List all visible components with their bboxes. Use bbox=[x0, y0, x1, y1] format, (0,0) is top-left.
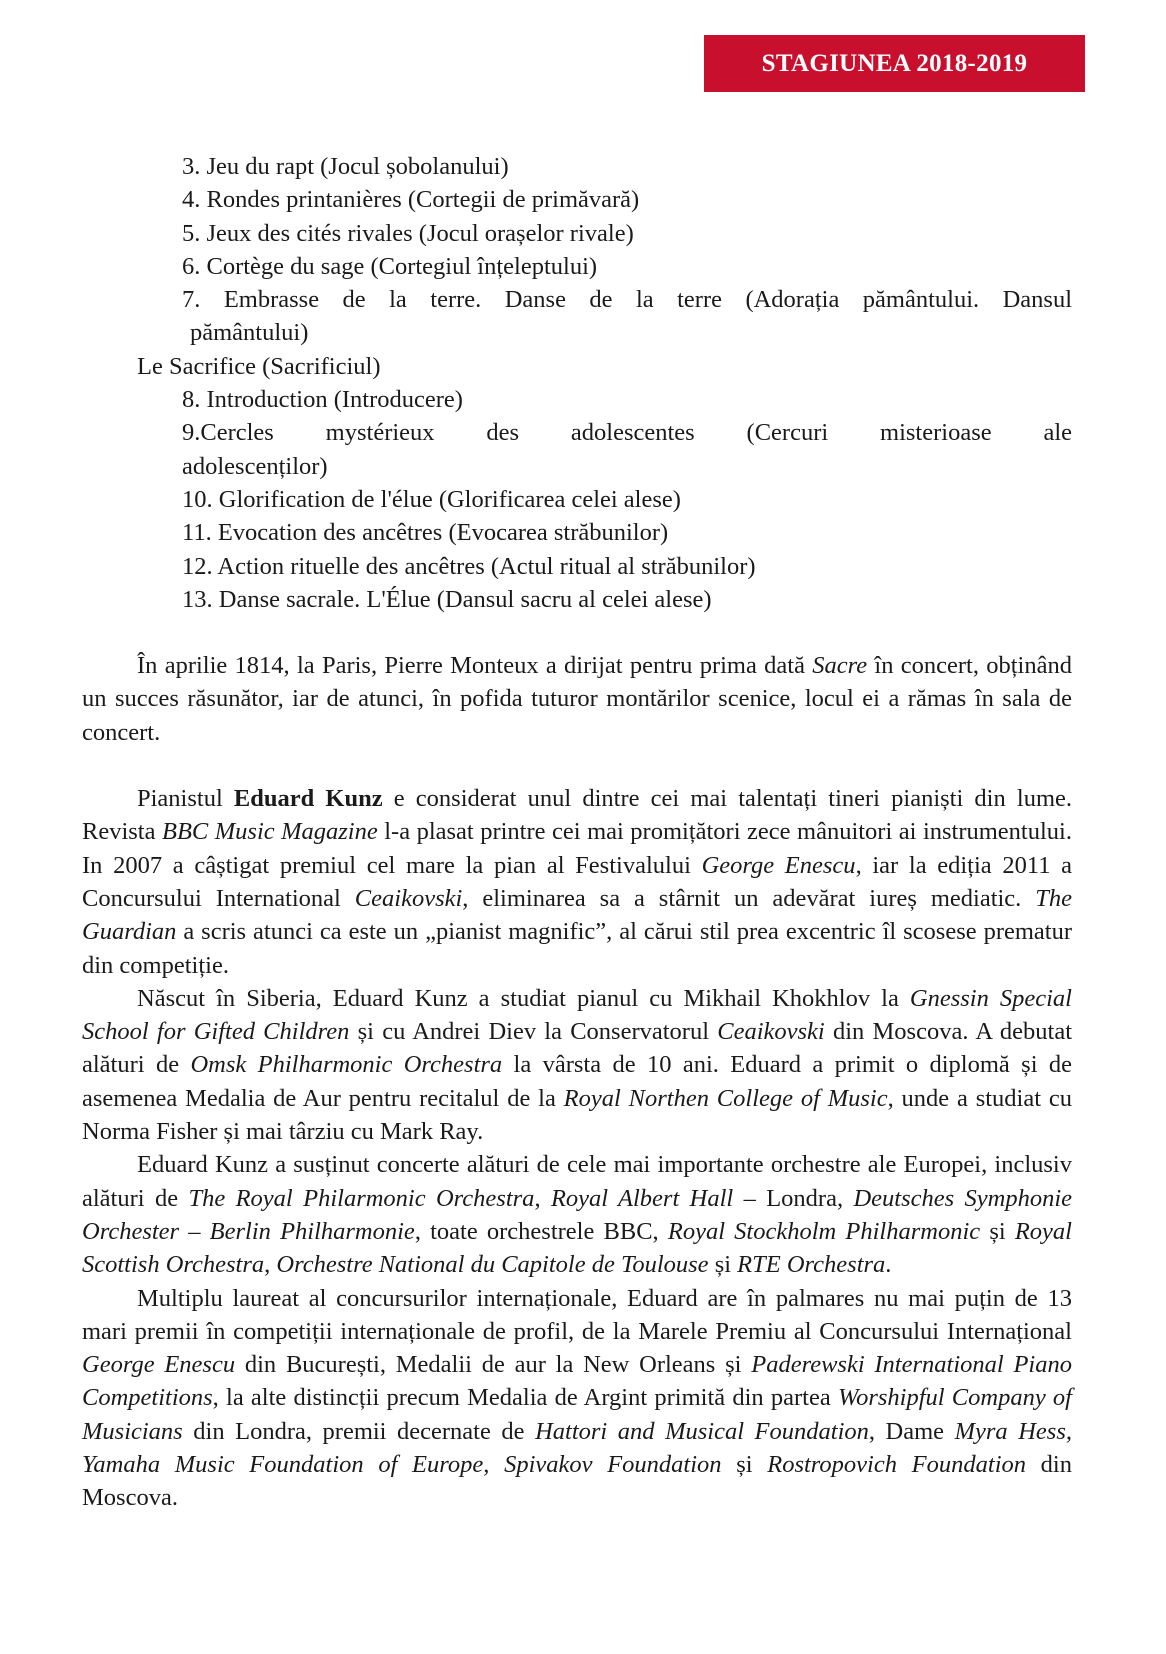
italic-ref: The Royal Philarmonic Orchestra bbox=[188, 1184, 535, 1212]
text: . bbox=[885, 1251, 892, 1279]
program-list bbox=[82, 150, 1072, 616]
text: și bbox=[721, 1450, 768, 1478]
text: din Londra, premii decernate de bbox=[182, 1417, 536, 1445]
text: și bbox=[708, 1251, 738, 1279]
text: , bbox=[534, 1184, 551, 1212]
paragraph-bio-intro bbox=[82, 782, 1072, 982]
italic-ref: Royal Albert Hall bbox=[550, 1184, 734, 1212]
italic-ref: Gnessin Special School for Gifted Children bbox=[82, 984, 1072, 1046]
document-body bbox=[82, 150, 1072, 1515]
text: din Moscova. A debutat alături de bbox=[82, 1018, 1073, 1079]
text: Pianistul bbox=[137, 785, 234, 813]
work-title: Sacre bbox=[812, 652, 868, 680]
text: din Moscova. bbox=[82, 1450, 1072, 1512]
list-item: 5. Jeux des cités rivales (Jocul orașelor rivale) bbox=[182, 219, 634, 247]
text: Născut în Siberia, Eduard Kunz a studiat pianul cu Mikhail Khokhlov la bbox=[137, 984, 910, 1012]
italic-ref: Worshipful Company of Musicians bbox=[82, 1384, 1072, 1445]
text: , unde a studiat cu Norma Fisher și mai târziu cu Mark Ray. bbox=[82, 1084, 1072, 1146]
list-item bbox=[82, 283, 1072, 350]
italic-ref: George Enescu bbox=[82, 1351, 236, 1379]
text: l-a plasat printre cei mai promițători zece mânuitori ai instrumentului. In 2007 a câștigat premiul cel mare la pian al Festivalului bbox=[82, 818, 1072, 879]
paragraph-education bbox=[82, 982, 1072, 1148]
italic-ref: Omsk Philharmonic Orchestra bbox=[190, 1051, 503, 1079]
text: Multiplu laureat al concursurilor internaționale, Eduard are în palmares nu mai puțin de 13 mari premii în competiții internaționale de profil, de la Marele Premiu al Concursului Internațional bbox=[82, 1284, 1072, 1345]
italic-ref: The Guardian bbox=[82, 884, 1072, 946]
text: e considerat unul dintre cei mai talentați tineri pianiști din lume. Revista bbox=[82, 785, 1073, 846]
season-badge: STAGIUNEA 2018-2019 bbox=[704, 35, 1085, 92]
list-item-continuation: adolescenților) bbox=[182, 452, 328, 480]
italic-ref: Hattori and Musical Foundation bbox=[535, 1417, 869, 1445]
list-item: 10. Glorification de l'élue (Glorificarea celei alese) bbox=[182, 485, 681, 513]
list-item: 6. Cortège du sage (Cortegiul înțeleptului) bbox=[182, 252, 598, 280]
text: la vârsta de 10 ani. Eduard a primit o diplomă și de asemenea Medalia de Aur pentru recitalul de la bbox=[82, 1051, 1072, 1112]
list-item-continuation: pământului) bbox=[190, 319, 309, 347]
italic-ref: Royal Northen College of Music bbox=[563, 1084, 888, 1112]
artist-name: Eduard Kunz bbox=[233, 785, 383, 813]
paragraph-orchestras bbox=[82, 1148, 1072, 1281]
list-item-line: 7. Embrasse de la terre. Danse de la terre (Adorația pământului. Dansul bbox=[182, 286, 1072, 314]
text: În aprilie 1814, la Paris, Pierre Monteux a dirijat pentru prima dată bbox=[137, 652, 813, 680]
text: Eduard Kunz a susținut concerte alături de cele mai importante orchestre ale Europei, inclusiv alături de bbox=[82, 1151, 1072, 1212]
text: , toate orchestrele BBC, bbox=[414, 1217, 668, 1245]
italic-ref: Royal Scottish Orchestra bbox=[82, 1217, 1072, 1279]
text: în concert, obținând un succes răsunător, iar de atunci, în pofida tuturor montărilor scenice, locul ei a rămas în sala de concert. bbox=[82, 652, 1072, 746]
italic-ref: Orchestre National du Capitole de Toulouse bbox=[276, 1251, 709, 1279]
italic-ref: RTE Orchestra bbox=[737, 1251, 886, 1279]
text: , eliminarea sa a stârnit un adevărat iureș mediatic. bbox=[462, 884, 1036, 912]
text: , la alte distincții precum Medalia de Argint primită din partea bbox=[212, 1384, 838, 1412]
list-item-line: 9.Cercles mystérieux des adolescentes (Cercuri misterioase ale bbox=[182, 419, 1072, 447]
list-item: 12. Action rituelle des ancêtres (Actul ritual al străbunilor) bbox=[182, 552, 756, 580]
list-item: 8. Introduction (Introducere) bbox=[182, 386, 463, 414]
list-item: 13. Danse sacrale. L'Élue (Dansul sacru al celei alese) bbox=[182, 585, 712, 613]
italic-ref: Ceaikovski bbox=[717, 1018, 825, 1046]
text: , iar la ediția 2011 a Concursului International bbox=[82, 851, 1072, 912]
list-item: 3. Jeu du rapt (Jocul șobolanului) bbox=[182, 153, 509, 180]
list-item bbox=[82, 416, 1072, 483]
text: din București, Medalii de aur la New Orleans și bbox=[235, 1351, 752, 1379]
italic-ref: Ceaikovski bbox=[354, 884, 463, 912]
list-item: 11. Evocation des ancêtres (Evocarea străbunilor) bbox=[182, 519, 669, 547]
italic-ref: George Enescu bbox=[701, 851, 856, 879]
text: , bbox=[264, 1251, 277, 1279]
paragraph-awards bbox=[82, 1282, 1072, 1515]
list-item: 4. Rondes printanières (Cortegii de primăvară) bbox=[182, 186, 640, 214]
italic-ref: Royal Stockholm Philharmonic bbox=[667, 1217, 981, 1245]
italic-ref: Rostropovich Foundation bbox=[767, 1450, 1026, 1478]
text: , Dame bbox=[868, 1417, 955, 1445]
section-title: Le Sacrifice (Sacrificiul) bbox=[137, 352, 381, 380]
text: și cu Andrei Diev la Conservatorul bbox=[349, 1018, 718, 1046]
paragraph-premiere bbox=[82, 649, 1072, 749]
italic-ref: Paderewski International Piano Competitions bbox=[82, 1351, 1072, 1412]
text: și bbox=[980, 1217, 1015, 1245]
italic-ref: Deutsches Symphonie Orchester – Berlin Philharmonie bbox=[82, 1184, 1073, 1245]
italic-ref: BBC Music Magazine bbox=[161, 818, 378, 846]
text: a scris atunci ca este un „pianist magnific”, al cărui stil prea excentric îl scosese prematur din competiție. bbox=[82, 918, 1072, 979]
text: – Londra, bbox=[733, 1184, 854, 1212]
italic-ref: Myra Hess, Yamaha Music Foundation of Europe, Spivakov Foundation bbox=[82, 1417, 1072, 1478]
